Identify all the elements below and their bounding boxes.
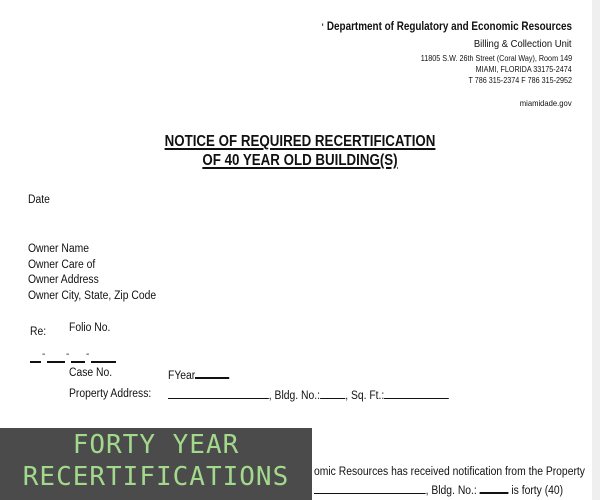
department-text: Department of Regulatory and Economic Resources <box>326 21 572 33</box>
forty-year-recertifications-banner <box>0 428 312 500</box>
owner-address-label: Owner Address <box>28 274 99 286</box>
department-name <box>321 21 572 33</box>
folio-blank-4 <box>91 351 116 363</box>
body-text-line-2 <box>314 482 563 497</box>
fyear-label: FYear <box>168 370 196 382</box>
date-label: Date <box>28 194 50 206</box>
folio-dash-2: - <box>66 349 70 360</box>
address-line-1: 11805 S.W. 26th Street (Coral Way), Room 149 <box>420 54 572 63</box>
re-label: Re: <box>30 326 47 338</box>
folio-number-blanks[interactable] <box>30 351 116 363</box>
fyear-blank[interactable] <box>195 367 229 379</box>
notice-title-line-2 <box>42 152 558 170</box>
phone-fax-line: T 786 315-2374 F 786 315-2952 <box>468 76 572 85</box>
owner-name-label: Owner Name <box>28 243 89 255</box>
body-text-line-1: omic Resources has received notification from the Property <box>314 466 585 478</box>
owner-city-label: Owner City, State, Zip Code <box>28 290 157 302</box>
fyear-field <box>168 367 229 382</box>
body-bldg-label: , Bldg. No.: <box>425 485 477 497</box>
bldg-blank[interactable] <box>320 388 345 399</box>
property-address-blank[interactable] <box>168 388 269 399</box>
notice-title-line-1 <box>42 133 558 151</box>
banner-line-1: FORTY YEAR <box>72 430 240 460</box>
body-property-blank <box>314 483 426 494</box>
folio-dash-3: - <box>86 349 90 360</box>
sqft-blank[interactable] <box>384 388 449 399</box>
folio-blank-2 <box>47 351 65 363</box>
body-forty-text: is forty (40) <box>511 485 564 497</box>
case-number-label: Case No. <box>69 367 113 379</box>
folio-blank-1 <box>30 351 41 363</box>
bldg-label: , Bldg. No.: <box>268 390 321 402</box>
banner-line-2: RECERTIFICATIONS <box>22 462 290 492</box>
unit-name: Billing & Collection Unit <box>474 38 572 50</box>
folio-label: Folio No. <box>69 322 111 334</box>
body-bldg-blank <box>480 482 509 494</box>
notice-title-text-1: NOTICE OF REQUIRED RECERTIFICATION <box>164 133 436 150</box>
property-address-row <box>168 388 449 402</box>
letterhead-mark: ' <box>321 22 324 32</box>
notice-title-text-2: OF 40 YEAR OLD BUILDING(S) <box>202 152 398 169</box>
property-address-label: Property Address: <box>69 388 152 400</box>
address-line-2: MIAMI, FLORIDA 33175-2474 <box>475 65 572 74</box>
folio-blank-3 <box>71 351 85 363</box>
owner-care-of-label: Owner Care of <box>28 259 96 271</box>
folio-dash-1: - <box>42 349 46 360</box>
page-edge <box>592 0 600 500</box>
sqft-label: , Sq. Ft.: <box>345 390 385 402</box>
website-link[interactable]: miamidade.gov <box>520 98 572 108</box>
